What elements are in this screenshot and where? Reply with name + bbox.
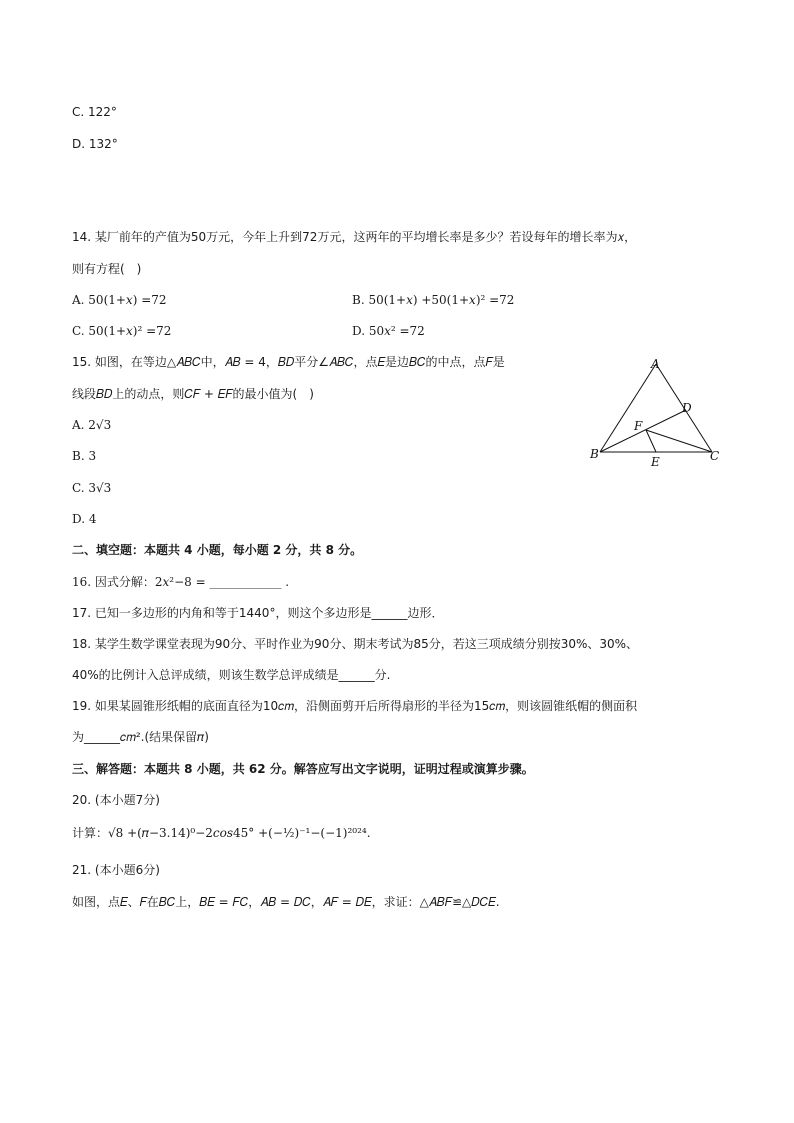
question-20-expression: 计算：√8 +(𝜋−3.14)⁰−2𝑐𝑜𝑠45° +(−½)⁻¹−(−1)²⁰²⁴. (72, 826, 371, 840)
option-13c: C. 122° (72, 105, 117, 119)
option-15b: B. 3 (72, 449, 97, 463)
option-14b: B. 50(1+𝑥) +50(1+𝑥)² =72 (352, 293, 515, 307)
option-14a: A. 50(1+𝑥) =72 (72, 293, 167, 307)
option-15d: D. 4 (72, 512, 97, 526)
question-17-text: 17. 已知一多边形的内角和等于1440°，则这个多边形是______边形． (72, 606, 444, 620)
option-15c: C. 3√3 (72, 481, 112, 495)
question-16-text: 16. 因式分解：2𝑥²−8 = ____________ . (72, 575, 290, 589)
label-b: B (590, 447, 599, 461)
question-14-text: 14. 某厂前年的产值为50万元，今年上升到72万元，这两年的平均增长率是多少？若设每年的增长率为𝑥， (72, 230, 637, 244)
question-20-header: 20. (本小题7分) (72, 793, 160, 807)
question-19-text-cont: 为______𝑐𝑚².(结果保留𝜋) (72, 730, 209, 744)
label-f: F (634, 419, 643, 433)
label-e: E (651, 455, 660, 469)
triangle-diagram (588, 354, 724, 470)
section-3-heading: 三、解答题：本题共 8 小题，共 62 分。解答应写出文字说明，证明过程或演算步骤。 (72, 762, 534, 776)
option-14d: D. 50𝑥² =72 (352, 324, 425, 338)
question-14-text-cont: 则有方程( ) (72, 262, 142, 276)
option-13d: D. 132° (72, 137, 118, 151)
label-a: A (651, 357, 660, 371)
label-c: C (710, 449, 720, 463)
section-2-heading: 二、填空题：本题共 4 小题，每小题 2 分，共 8 分。 (72, 543, 363, 557)
question-18-text: 18. 某学生数学课堂表现为90分、平时作业为90分、期末考试为85分，若这三项成绩分别按30%、30%、 (72, 637, 639, 651)
question-21-text: 如图，点𝐸、𝐹在𝐵𝐶上，𝐵𝐸 = 𝐹𝐶，𝐴𝐵 = 𝐷𝐶，𝐴𝐹 = 𝐷𝐸，求证：△𝐴𝐵𝐹≌△𝐷𝐶𝐸. (72, 895, 500, 909)
question-18-text-cont: 40%的比例计入总评成绩，则该生数学总评成绩是______分. (72, 668, 391, 682)
segment-fc (646, 430, 712, 452)
question-15-text-cont: 线段𝐵𝐷上的动点，则𝐶𝐹 + 𝐸𝐹的最小值为( ) (72, 387, 314, 401)
question-15-text: 15. 如图，在等边△𝐴𝐵𝐶中，𝐴𝐵 = 4，𝐵𝐷平分∠𝐴𝐵𝐶，点𝐸是边𝐵𝐶的中点，点𝐹是 (72, 355, 505, 369)
label-d: D (682, 401, 692, 415)
option-14c: C. 50(1+𝑥)² =72 (72, 324, 172, 338)
question-21-header: 21. (本小题6分) (72, 863, 160, 877)
option-15a: A. 2√3 (72, 418, 112, 432)
triangle-figure (588, 354, 724, 470)
question-19-text: 19. 如果某圆锥形纸帽的底面直径为10𝑐𝑚，沿侧面剪开后所得扇形的半径为15𝑐𝑚，则该圆锥纸帽的侧面积 (72, 699, 638, 713)
